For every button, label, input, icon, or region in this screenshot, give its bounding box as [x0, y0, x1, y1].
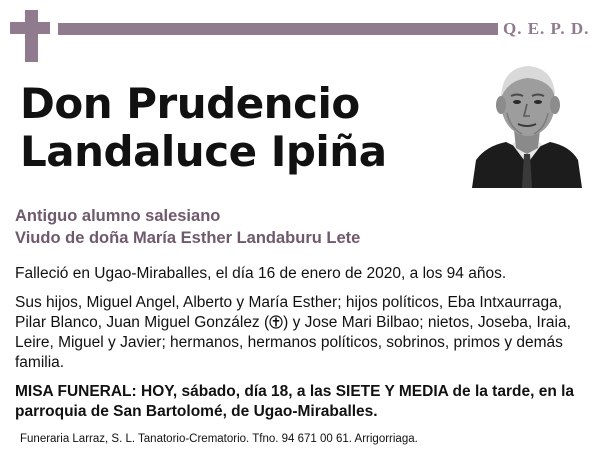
- family-list-part-2: ) y Jose Mari Bilbao; nietos, Joseba, Iraia, Leire, Miguel y Javier; hermanos, hermanos políticos, sobrinos, primos y demás familia.: [15, 314, 571, 371]
- family-list-part-1: Sus hijos, Miguel Angel, Alberto y María Esther; hijos políticos, Eba Intxaurraga, Pilar Blanco, Juan Miguel González (: [15, 294, 563, 331]
- notice-body: [15, 264, 587, 431]
- death-notice: Falleció en Ugao-Miraballes, el día 16 de enero de 2020, a los 94 años.: [15, 265, 507, 282]
- portrait-graphic: [472, 58, 582, 188]
- subtitle-line-2: Viudo de doña María Esther Landaburu Lete: [15, 229, 361, 247]
- funeral-info: MISA FUNERAL: HOY, sábado, día 18, a las SIETE Y MEDIA de la tarde, en la parroquia de San Bartolomé, de Ugao-Miraballes.: [15, 383, 575, 420]
- small-cross-icon: [269, 314, 283, 331]
- header-bar: [58, 23, 498, 35]
- funeral-home-footer: Funeraria Larraz, S. L. Tanatorio-Crematorio. Tfno. 94 671 00 61. Arrigorriaga.: [20, 433, 418, 445]
- subtitle: [15, 205, 575, 249]
- deceased-name: [20, 80, 460, 176]
- cross-icon-vertical: [25, 10, 38, 62]
- cross-icon-horizontal: [10, 22, 50, 34]
- name-line-1: Don Prudencio: [20, 79, 360, 128]
- name-line-2: Landaluce Ipiña: [20, 127, 387, 176]
- portrait-photo: [472, 58, 582, 188]
- family-list: [15, 293, 587, 373]
- qepd-label: Q. E. P. D.: [503, 19, 590, 38]
- subtitle-line-1: Antiguo alumno salesiano: [15, 207, 221, 225]
